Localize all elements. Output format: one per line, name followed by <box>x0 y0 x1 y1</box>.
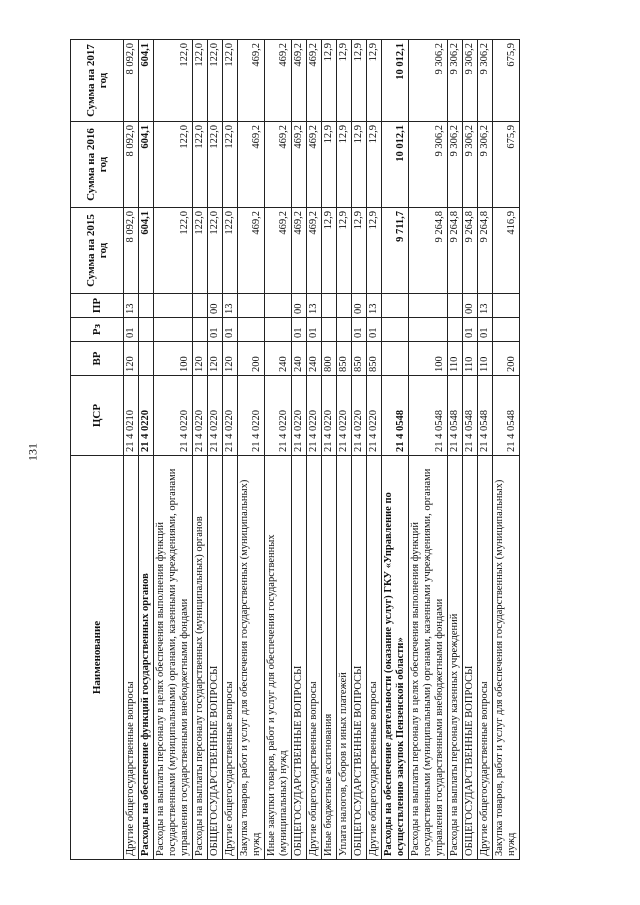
cell-rz: 01 <box>352 318 367 342</box>
cell-sum-2015: 8 092,0 <box>124 208 139 294</box>
cell-name: ОБЩЕГОСУДАРСТВЕННЫЕ ВОПРОСЫ <box>208 456 223 860</box>
cell-name: Другие общегосударственные вопросы <box>478 456 493 860</box>
cell-sum-2015: 12,9 <box>337 208 352 294</box>
cell-sum-2015: 122,0 <box>223 208 238 294</box>
cell-sum-2017: 10 012,1 <box>382 40 409 122</box>
cell-pr <box>493 294 520 318</box>
cell-csr: 21 4 0220 <box>193 376 208 456</box>
cell-sum-2017: 9 306,2 <box>409 40 448 122</box>
cell-sum-2015: 12,9 <box>322 208 337 294</box>
cell-sum-2016: 122,0 <box>154 122 193 208</box>
cell-csr: 21 4 0548 <box>382 376 409 456</box>
cell-csr: 21 4 0220 <box>322 376 337 456</box>
cell-sum-2017: 122,0 <box>193 40 208 122</box>
budget-table-container <box>70 40 570 860</box>
cell-rz <box>409 318 448 342</box>
cell-rz <box>193 318 208 342</box>
budget-table <box>70 39 520 860</box>
cell-vr: 120 <box>193 342 208 376</box>
cell-sum-2016: 8 092,0 <box>124 122 139 208</box>
cell-pr: 13 <box>223 294 238 318</box>
cell-pr: 00 <box>463 294 478 318</box>
cell-sum-2017: 12,9 <box>367 40 382 122</box>
table-header-row <box>71 40 124 860</box>
table-body <box>124 40 520 860</box>
cell-rz <box>493 318 520 342</box>
cell-sum-2016: 122,0 <box>223 122 238 208</box>
cell-vr <box>382 342 409 376</box>
cell-sum-2016: 12,9 <box>322 122 337 208</box>
cell-name: Другие общегосударственные вопросы <box>367 456 382 860</box>
cell-sum-2015: 9 264,8 <box>478 208 493 294</box>
cell-vr: 120 <box>208 342 223 376</box>
cell-name: Расходы на обеспечение функций государственных органов <box>139 456 154 860</box>
cell-csr: 21 4 0220 <box>265 376 292 456</box>
cell-vr: 110 <box>478 342 493 376</box>
cell-sum-2015: 9 264,8 <box>463 208 478 294</box>
cell-csr: 21 4 0548 <box>463 376 478 456</box>
cell-rz: 01 <box>208 318 223 342</box>
cell-rz <box>154 318 193 342</box>
cell-sum-2015: 9 264,8 <box>409 208 448 294</box>
cell-sum-2017: 9 306,2 <box>463 40 478 122</box>
header-sum-2016: Сумма на 2016 год <box>71 122 124 208</box>
cell-sum-2015: 604,1 <box>139 208 154 294</box>
cell-sum-2017: 122,0 <box>154 40 193 122</box>
cell-sum-2015: 122,0 <box>193 208 208 294</box>
cell-sum-2015: 469,2 <box>292 208 307 294</box>
header-vr: ВР <box>71 342 124 376</box>
cell-rz: 01 <box>292 318 307 342</box>
cell-pr: 00 <box>352 294 367 318</box>
cell-vr <box>139 342 154 376</box>
table-row <box>367 40 382 860</box>
cell-name: ОБЩЕГОСУДАРСТВЕННЫЕ ВОПРОСЫ <box>292 456 307 860</box>
cell-rz <box>265 318 292 342</box>
cell-vr: 200 <box>238 342 265 376</box>
cell-vr: 100 <box>409 342 448 376</box>
cell-sum-2015: 416,9 <box>493 208 520 294</box>
cell-name: Иные бюджетные ассигнования <box>322 456 337 860</box>
cell-name: Закупка товаров, работ и услуг для обеспечения государственных (муниципальных) нужд <box>238 456 265 860</box>
cell-sum-2015: 12,9 <box>367 208 382 294</box>
cell-csr: 21 4 0220 <box>223 376 238 456</box>
cell-sum-2017: 12,9 <box>337 40 352 122</box>
header-pr: ПР <box>71 294 124 318</box>
cell-sum-2017: 675,9 <box>493 40 520 122</box>
header-csr: ЦСР <box>71 376 124 456</box>
cell-csr: 21 4 0220 <box>367 376 382 456</box>
cell-name: Другие общегосударственные вопросы <box>124 456 139 860</box>
cell-pr <box>382 294 409 318</box>
cell-pr <box>193 294 208 318</box>
cell-pr <box>139 294 154 318</box>
table-row <box>322 40 337 860</box>
cell-sum-2017: 12,9 <box>352 40 367 122</box>
cell-rz: 01 <box>307 318 322 342</box>
table-row <box>337 40 352 860</box>
cell-name: ОБЩЕГОСУДАРСТВЕННЫЕ ВОПРОСЫ <box>352 456 367 860</box>
cell-sum-2016: 9 306,2 <box>409 122 448 208</box>
cell-name: Расходы на выплаты персоналу в целях обеспечения выполнения функций государственными (муниципальными) органами, казенными учреждениями, органами управления государственными внебюджетными фондами <box>154 456 193 860</box>
header-sum-2017: Сумма на 2017 год <box>71 40 124 122</box>
cell-vr: 200 <box>493 342 520 376</box>
cell-rz <box>139 318 154 342</box>
table-row <box>292 40 307 860</box>
cell-pr <box>409 294 448 318</box>
table-row <box>208 40 223 860</box>
table-row <box>154 40 193 860</box>
cell-csr: 21 4 0220 <box>238 376 265 456</box>
cell-sum-2015: 469,2 <box>307 208 322 294</box>
cell-sum-2016: 9 306,2 <box>463 122 478 208</box>
cell-sum-2016: 469,2 <box>238 122 265 208</box>
cell-sum-2017: 8 092,0 <box>124 40 139 122</box>
cell-sum-2015: 9 264,8 <box>448 208 463 294</box>
cell-sum-2016: 9 306,2 <box>478 122 493 208</box>
cell-name: Расходы на выплаты персоналу в целях обеспечения выполнения функций государственными (муниципальными) органами, казенными учреждениями, органами управления государственными внебюджетными фондами <box>409 456 448 860</box>
table-row <box>193 40 208 860</box>
cell-csr: 21 4 0548 <box>448 376 463 456</box>
table-row <box>307 40 322 860</box>
cell-vr: 850 <box>352 342 367 376</box>
table-row <box>124 40 139 860</box>
table-row <box>265 40 292 860</box>
cell-vr: 110 <box>463 342 478 376</box>
cell-vr: 110 <box>448 342 463 376</box>
table-row <box>478 40 493 860</box>
cell-rz: 01 <box>124 318 139 342</box>
cell-csr: 21 4 0210 <box>124 376 139 456</box>
table-row <box>493 40 520 860</box>
table-row <box>139 40 154 860</box>
cell-pr: 13 <box>124 294 139 318</box>
cell-sum-2017: 9 306,2 <box>448 40 463 122</box>
cell-sum-2017: 469,2 <box>292 40 307 122</box>
cell-name: Расходы на выплаты персоналу казенных учреждений <box>448 456 463 860</box>
cell-pr: 00 <box>292 294 307 318</box>
cell-rz <box>448 318 463 342</box>
table-row <box>238 40 265 860</box>
cell-csr: 21 4 0220 <box>139 376 154 456</box>
header-name: Наименование <box>71 456 124 860</box>
cell-pr <box>337 294 352 318</box>
header-rz: Рз <box>71 318 124 342</box>
cell-pr <box>448 294 463 318</box>
cell-rz: 01 <box>223 318 238 342</box>
table-row <box>448 40 463 860</box>
cell-sum-2017: 122,0 <box>223 40 238 122</box>
cell-vr: 120 <box>223 342 238 376</box>
cell-pr <box>154 294 193 318</box>
cell-pr <box>265 294 292 318</box>
cell-csr: 21 4 0220 <box>154 376 193 456</box>
cell-rz: 01 <box>367 318 382 342</box>
cell-name: Расходы на обеспечение деятельности (оказание услуг) ГКУ «Управление по осуществлению закупок Пензенской области» <box>382 456 409 860</box>
cell-vr: 240 <box>292 342 307 376</box>
cell-sum-2015: 12,9 <box>352 208 367 294</box>
cell-sum-2017: 12,9 <box>322 40 337 122</box>
cell-sum-2015: 122,0 <box>154 208 193 294</box>
cell-sum-2016: 9 306,2 <box>448 122 463 208</box>
cell-rz: 01 <box>478 318 493 342</box>
cell-csr: 21 4 0548 <box>409 376 448 456</box>
cell-csr: 21 4 0548 <box>478 376 493 456</box>
cell-sum-2015: 469,2 <box>238 208 265 294</box>
cell-csr: 21 4 0220 <box>352 376 367 456</box>
cell-sum-2016: 122,0 <box>193 122 208 208</box>
table-row <box>382 40 409 860</box>
table-row <box>463 40 478 860</box>
cell-sum-2015: 122,0 <box>208 208 223 294</box>
cell-pr: 00 <box>208 294 223 318</box>
cell-sum-2016: 10 012,1 <box>382 122 409 208</box>
cell-name: Другие общегосударственные вопросы <box>307 456 322 860</box>
cell-sum-2017: 469,2 <box>238 40 265 122</box>
cell-name: Иные закупки товаров, работ и услуг для обеспечения государственных (муниципальных) нужд <box>265 456 292 860</box>
cell-csr: 21 4 0220 <box>292 376 307 456</box>
cell-sum-2017: 604,1 <box>139 40 154 122</box>
cell-sum-2017: 122,0 <box>208 40 223 122</box>
cell-name: Закупка товаров, работ и услуг для обеспечения государственных (муниципальных) нужд <box>493 456 520 860</box>
cell-vr: 120 <box>124 342 139 376</box>
cell-vr: 240 <box>265 342 292 376</box>
cell-name: ОБЩЕГОСУДАРСТВЕННЫЕ ВОПРОСЫ <box>463 456 478 860</box>
cell-sum-2016: 12,9 <box>337 122 352 208</box>
table-row <box>223 40 238 860</box>
cell-rz <box>337 318 352 342</box>
cell-pr: 13 <box>367 294 382 318</box>
cell-pr <box>238 294 265 318</box>
cell-csr: 21 4 0220 <box>208 376 223 456</box>
cell-pr: 13 <box>478 294 493 318</box>
cell-rz <box>382 318 409 342</box>
header-sum-2015: Сумма на 2015 год <box>71 208 124 294</box>
cell-sum-2016: 12,9 <box>352 122 367 208</box>
cell-vr: 850 <box>367 342 382 376</box>
table-row <box>352 40 367 860</box>
cell-sum-2016: 122,0 <box>208 122 223 208</box>
cell-rz <box>238 318 265 342</box>
cell-rz <box>322 318 337 342</box>
cell-sum-2016: 604,1 <box>139 122 154 208</box>
cell-sum-2016: 675,9 <box>493 122 520 208</box>
cell-vr: 100 <box>154 342 193 376</box>
cell-sum-2017: 469,2 <box>307 40 322 122</box>
cell-vr: 240 <box>307 342 322 376</box>
table-row <box>409 40 448 860</box>
cell-csr: 21 4 0220 <box>337 376 352 456</box>
cell-sum-2015: 9 711,7 <box>382 208 409 294</box>
cell-vr: 850 <box>337 342 352 376</box>
cell-name: Расходы на выплаты персоналу государственных (муниципальных) органов <box>193 456 208 860</box>
cell-sum-2016: 12,9 <box>367 122 382 208</box>
cell-sum-2015: 469,2 <box>265 208 292 294</box>
cell-csr: 21 4 0548 <box>493 376 520 456</box>
cell-name: Другие общегосударственные вопросы <box>223 456 238 860</box>
cell-rz: 01 <box>463 318 478 342</box>
cell-sum-2017: 9 306,2 <box>478 40 493 122</box>
cell-vr: 800 <box>322 342 337 376</box>
cell-pr <box>322 294 337 318</box>
page-number: 131 <box>25 443 40 461</box>
cell-sum-2017: 469,2 <box>265 40 292 122</box>
cell-pr: 13 <box>307 294 322 318</box>
cell-sum-2016: 469,2 <box>265 122 292 208</box>
cell-name: Уплата налогов, сборов и иных платежей <box>337 456 352 860</box>
cell-csr: 21 4 0220 <box>307 376 322 456</box>
cell-sum-2016: 469,2 <box>292 122 307 208</box>
cell-sum-2016: 469,2 <box>307 122 322 208</box>
